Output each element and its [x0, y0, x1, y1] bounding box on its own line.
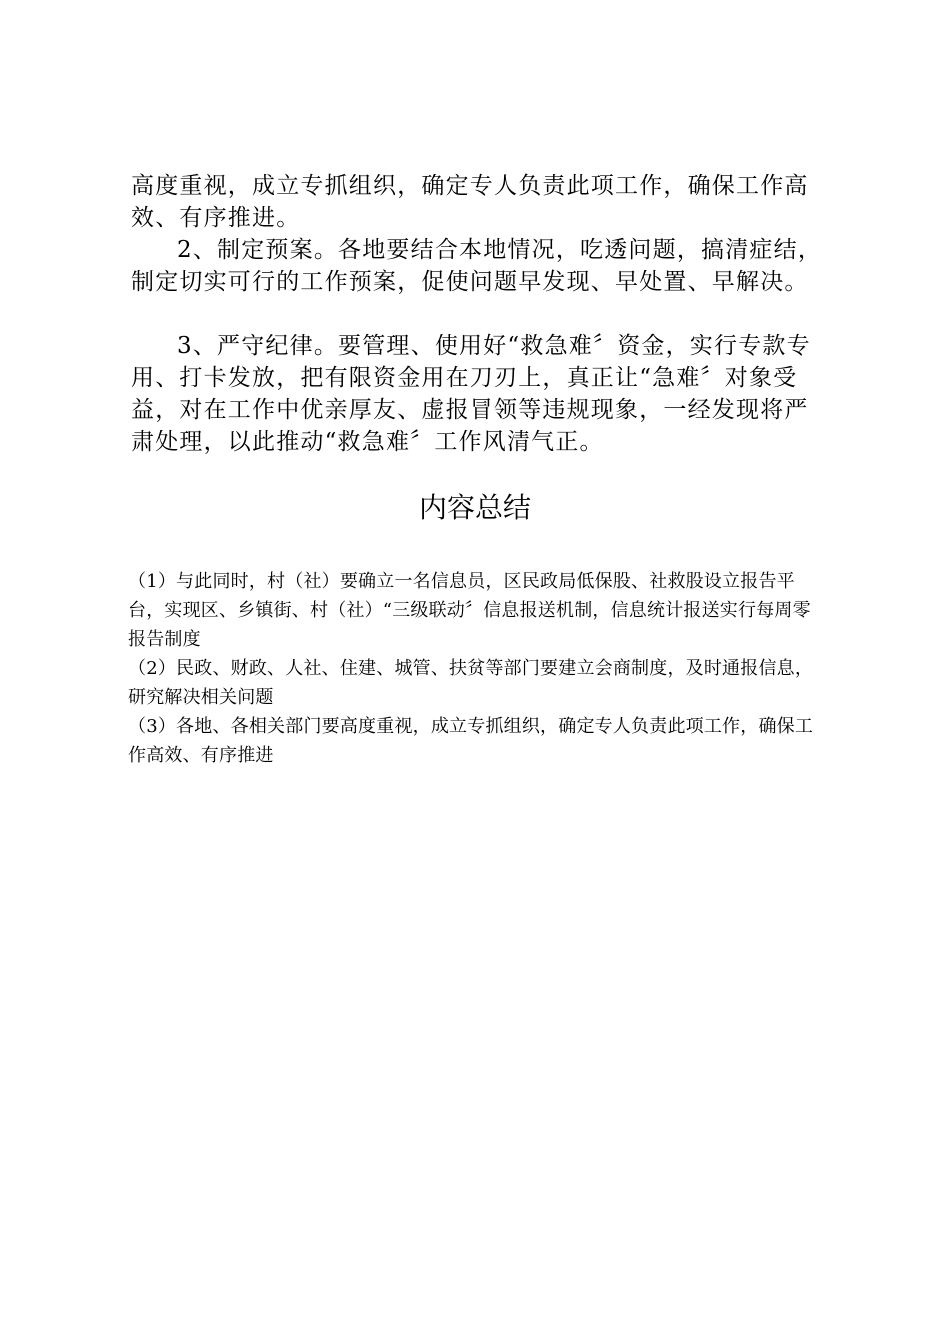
body-text	[131, 170, 831, 458]
summary-title: 内容总结	[418, 491, 531, 524]
paragraph-prepare-plan: 2、制定预案。各地要结合本地情况，吃透问题，搞清症结，制定切实可行的工作预案，促使问题早发现、早处置、早解决。	[131, 237, 823, 295]
summary-item: （1）与此同时，村（社）要确立一名信息员，区民政局低保股、社救股设立报告平台，实现区、乡镇街、村（社）“三级联动〞信息报送机制，信息统计报送实行每周零报告制度	[128, 571, 811, 650]
summary-item: （2）民政、财政、人社、住建、城管、扶贫等部门要建立会商制度，及时通报信息，研究解决相关问题	[128, 658, 814, 708]
paragraph-continuation: 高度重视，成立专抓组织，确定专人负责此项工作，确保工作高效、有序推进。	[131, 173, 809, 231]
summary-list	[128, 567, 828, 770]
summary-item: （3）各地、各相关部门要高度重视，成立专抓组织，确定专人负责此项工作，确保工作高效、有序推进	[128, 716, 814, 766]
paragraph-discipline: 3、严守纪律。要管理、使用好“救急难〞资金，实行专款专用、打卡发放，把有限资金用在刀刃上，真正让“急难〞对象受益，对在工作中优亲厚友、虚报冒领等违规现象，一经发现将严肃处理，以此推动“救急难〞工作风清气正。	[131, 333, 811, 455]
